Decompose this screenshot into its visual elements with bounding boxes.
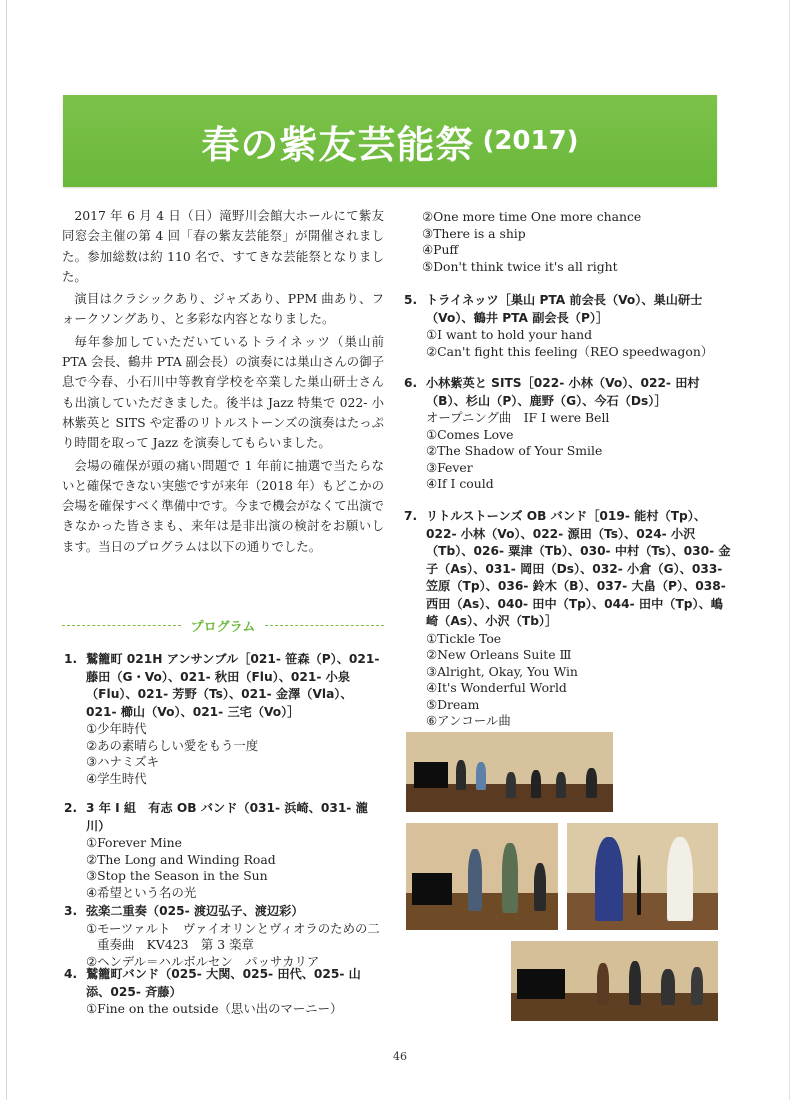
concert-photo-3 [567,823,718,930]
song-title: If I could [437,476,494,492]
program-heading [62,612,384,638]
opening-song [404,410,734,427]
performer-shape [534,863,546,911]
heading-rule [62,625,181,626]
performer-shape [629,961,641,1005]
song-mark: ④ [426,476,438,492]
song-line [404,697,734,714]
song-line [64,921,382,954]
song-line [404,713,734,730]
program-item-head [64,903,382,921]
song-title: The Long and Winding Road [97,851,276,867]
song-mark: ② [422,209,434,224]
song-line [64,1001,382,1018]
song-line [64,721,382,738]
song-mark: ② [86,737,98,753]
program-item-title: 鷲籠町 021H アンサンブル［021- 笹森（P）、021- 藤田（G・Vo）、021- 秋田（Flu）、021- 小泉（Flu）、021- 芳野（Ts）、021- 金澤（Vla）、021- 櫛山（Vo）、021- 三宅（Vo）］ [86,652,380,719]
song-mark: ③ [86,868,98,884]
song-title: The Shadow of Your Smile [437,443,603,459]
page-title: 春の紫友芸能祭 [201,122,475,167]
program-item-title: 3 年 I 組 有志 OB バンド（031- 浜崎、031- 瀧川） [86,801,368,833]
song-line [64,771,382,788]
song-mark: ② [426,443,438,459]
song-line [64,754,382,771]
performer-shape [586,768,597,798]
song-title: Alright, Okay, You Win [437,663,578,679]
program-item-number: 6. [404,376,418,390]
intro-column [62,206,384,557]
song-mark: ④ [422,242,434,258]
song-mark: ② [426,343,438,359]
song-mark: ⑤ [426,696,438,712]
song-mark: ④ [426,680,438,696]
intro-paragraph: 毎年参加していただいているトライネッツ（巣山前 PTA 会長、鶴井 PTA 副会長）の演奏には巣山さんの御子息で今春、小石川中等教育学校を卒業した巣山研士さんも出演していただきました。後半は Jazz 特集で 022- 小林紫英と SITS や定番のリトルストーンズの演奏はたっぷり時間を取って Jazz を演奏してもらいました。 [62,333,385,451]
song-title: Tickle Toe [437,630,502,646]
title-banner [63,95,717,187]
program-heading-label: プログラム [190,619,256,635]
program-item-5 [404,292,734,360]
song-title: Can't fight this feeling（REO speedwagon） [437,343,714,359]
program-item-4-continued [400,209,730,275]
song-mark: ① [86,920,98,936]
program-item-title: 小林紫英と SITS［022- 小林（Vo）、022- 田村（B）、杉山（P）、鹿野（G）、今石（Ds）］ [426,376,700,408]
song-line [64,868,382,885]
performer-shape [502,843,518,913]
song-mark: ① [426,426,438,442]
performer-shape [597,963,609,1005]
song-mark: ① [86,721,98,736]
song-mark: ④ [86,884,98,900]
performer-shape [531,770,541,798]
song-line [404,427,734,444]
song-title: I want to hold your hand [437,327,593,342]
song-mark: ① [86,835,98,850]
program-item-number: 4. [64,967,78,981]
program-item-title: 弦楽二重奏（025- 渡辺弘子、渡辺彩） [86,904,304,918]
song-line [404,327,734,344]
song-line [404,443,734,460]
song-line [64,885,382,902]
program-item-number: 2. [64,801,78,815]
program-item-2 [64,800,382,901]
performer-shape [468,849,482,911]
song-title: One more time One more chance [433,209,642,224]
song-mark: ③ [426,663,438,679]
program-item-head [404,508,734,631]
program-item-head [404,375,734,410]
song-title: There is a ship [433,225,526,241]
song-mark: ① [426,327,438,342]
concert-photo-4 [511,941,718,1021]
performer-shape [661,969,675,1005]
performer-shape [506,772,516,798]
intro-paragraph: 演目はクラシックあり、ジャズあり、PPM 曲あり、フォークソングあり、と多彩な内容となりました。 [62,291,384,327]
song-title: 希望という名の光 [97,884,197,900]
concert-photo-2 [406,823,558,930]
song-title: Dream [437,696,480,712]
song-mark: ④ [86,770,98,786]
page-number: 46 [393,1050,407,1063]
song-title: ハナミズキ [97,754,160,770]
song-mark: ② [86,851,98,867]
opening-song-title: オープニング曲 IF I were Bell [426,410,610,425]
program-item-7 [404,508,734,730]
song-line [404,476,734,493]
song-mark: ③ [426,459,438,475]
song-mark: ③ [86,754,98,770]
song-line [404,460,734,477]
program-item-head [64,651,382,721]
song-line [64,835,382,852]
song-mark: ③ [422,225,434,241]
performer-shape [691,967,703,1005]
page-edge-right [789,0,790,1100]
performer-shape [476,762,486,790]
violist-shape [667,837,693,921]
program-item-1 [64,651,382,787]
song-mark: ⑤ [422,258,434,274]
intro-paragraph: 2017 年 6 月 4 日（日）滝野川会館大ホールにて紫友同窓会主催の第 4 回「春の紫友芸能祭」が開催されました。参加総数は約 110 名で、すてきな芸能祭となりました。 [62,208,384,284]
heading-rule [265,625,384,626]
song-title: It's Wonderful World [437,680,567,696]
piano-shape [517,969,565,999]
song-mark: ② [86,953,98,969]
song-title: Stop the Season in the Sun [97,868,268,884]
program-item-head [64,966,382,1001]
program-item-number: 1. [64,652,78,666]
song-title: 学生時代 [97,770,147,786]
song-title: Don't think twice it's all right [433,258,618,274]
song-title: アンコール曲 [437,713,511,729]
violinist-shape [595,837,623,921]
song-line [400,226,730,243]
song-mark: ① [426,630,438,646]
song-line [404,631,734,648]
song-line [404,680,734,697]
program-item-3 [64,903,382,970]
piano-shape [414,762,448,788]
song-title: Forever Mine [97,835,182,850]
program-item-6 [404,375,734,493]
performer-shape [456,760,466,790]
song-line [64,738,382,755]
page-edge-left [6,0,7,1100]
program-item-number: 7. [404,509,418,523]
intro-paragraph: 会場の確保が頭の痛い問題で 1 年前に抽選で当たらないと確保できない実態ですが来年（2018 年）もどこかの会場を確保すべく準備中です。今まで機会がなくて出演できなかった皆さまも、来年は是非出演の検討をお願いします。当日のプログラムは以下の通りでした。 [62,457,384,554]
page-title-year: (2017) [482,126,579,156]
program-item-number: 5. [404,293,418,307]
song-line [404,664,734,681]
song-title: Puff [433,242,459,258]
photo-wall [567,823,718,893]
performer-shape [556,772,566,798]
program-item-4 [64,966,382,1018]
program-item-head [404,292,734,327]
song-title: モーツァルト ヴァイオリンとヴィオラのための二重奏曲 KV423 第 3 楽章 [97,920,380,953]
song-title: Comes Love [437,426,514,442]
song-line [404,647,734,664]
song-line [64,852,382,869]
song-title: Fine on the outside（思い出のマーニー） [97,1001,343,1016]
song-mark: ⑥ [426,713,438,729]
photo-floor [567,893,718,930]
program-item-head [64,800,382,835]
song-title: 少年時代 [97,721,147,736]
song-title: New Orleans Suite Ⅲ [437,647,572,663]
song-line [404,344,734,361]
song-title: Fever [437,459,473,475]
song-line [400,209,730,226]
program-item-title: 鷲籠町バンド（025- 大関、025- 田代、025- 山添、025- 斉藤） [86,967,361,999]
song-title: ヘンデル＝ハルボルセン パッサカリア [97,953,320,969]
concert-photo-1 [406,732,613,812]
piano-shape [412,873,452,905]
song-title: あの素晴らしい愛をもう一度 [97,737,259,753]
song-line [400,259,730,276]
program-item-title: リトルストーンズ OB バンド［019- 能村（Tp）、022- 小林（Vo）、022- 源田（Ts）、024- 小沢（Tb）、026- 粟津（Tb）、030- 中村（Ts）、030- 金子（As）、031- 岡田（Ds）、032- 小倉（G）、033- 笠原（Tp）、036- 鈴木（B）、037- 大畠（P）、038- 西田（As）、040- 田中（Tp）、044- 田中（Tp）、嶋崎（As）、小沢（Tb）］ [426,509,731,628]
program-item-title: トライネッツ［巣山 PTA 前会長（Vo）、巣山研士（Vo）、鶴井 PTA 副会長（P）］ [426,293,703,325]
song-line [400,242,730,259]
song-mark: ① [86,1001,98,1016]
song-mark: ② [426,647,438,663]
music-stand-shape [637,855,641,915]
program-item-number: 3. [64,904,78,918]
